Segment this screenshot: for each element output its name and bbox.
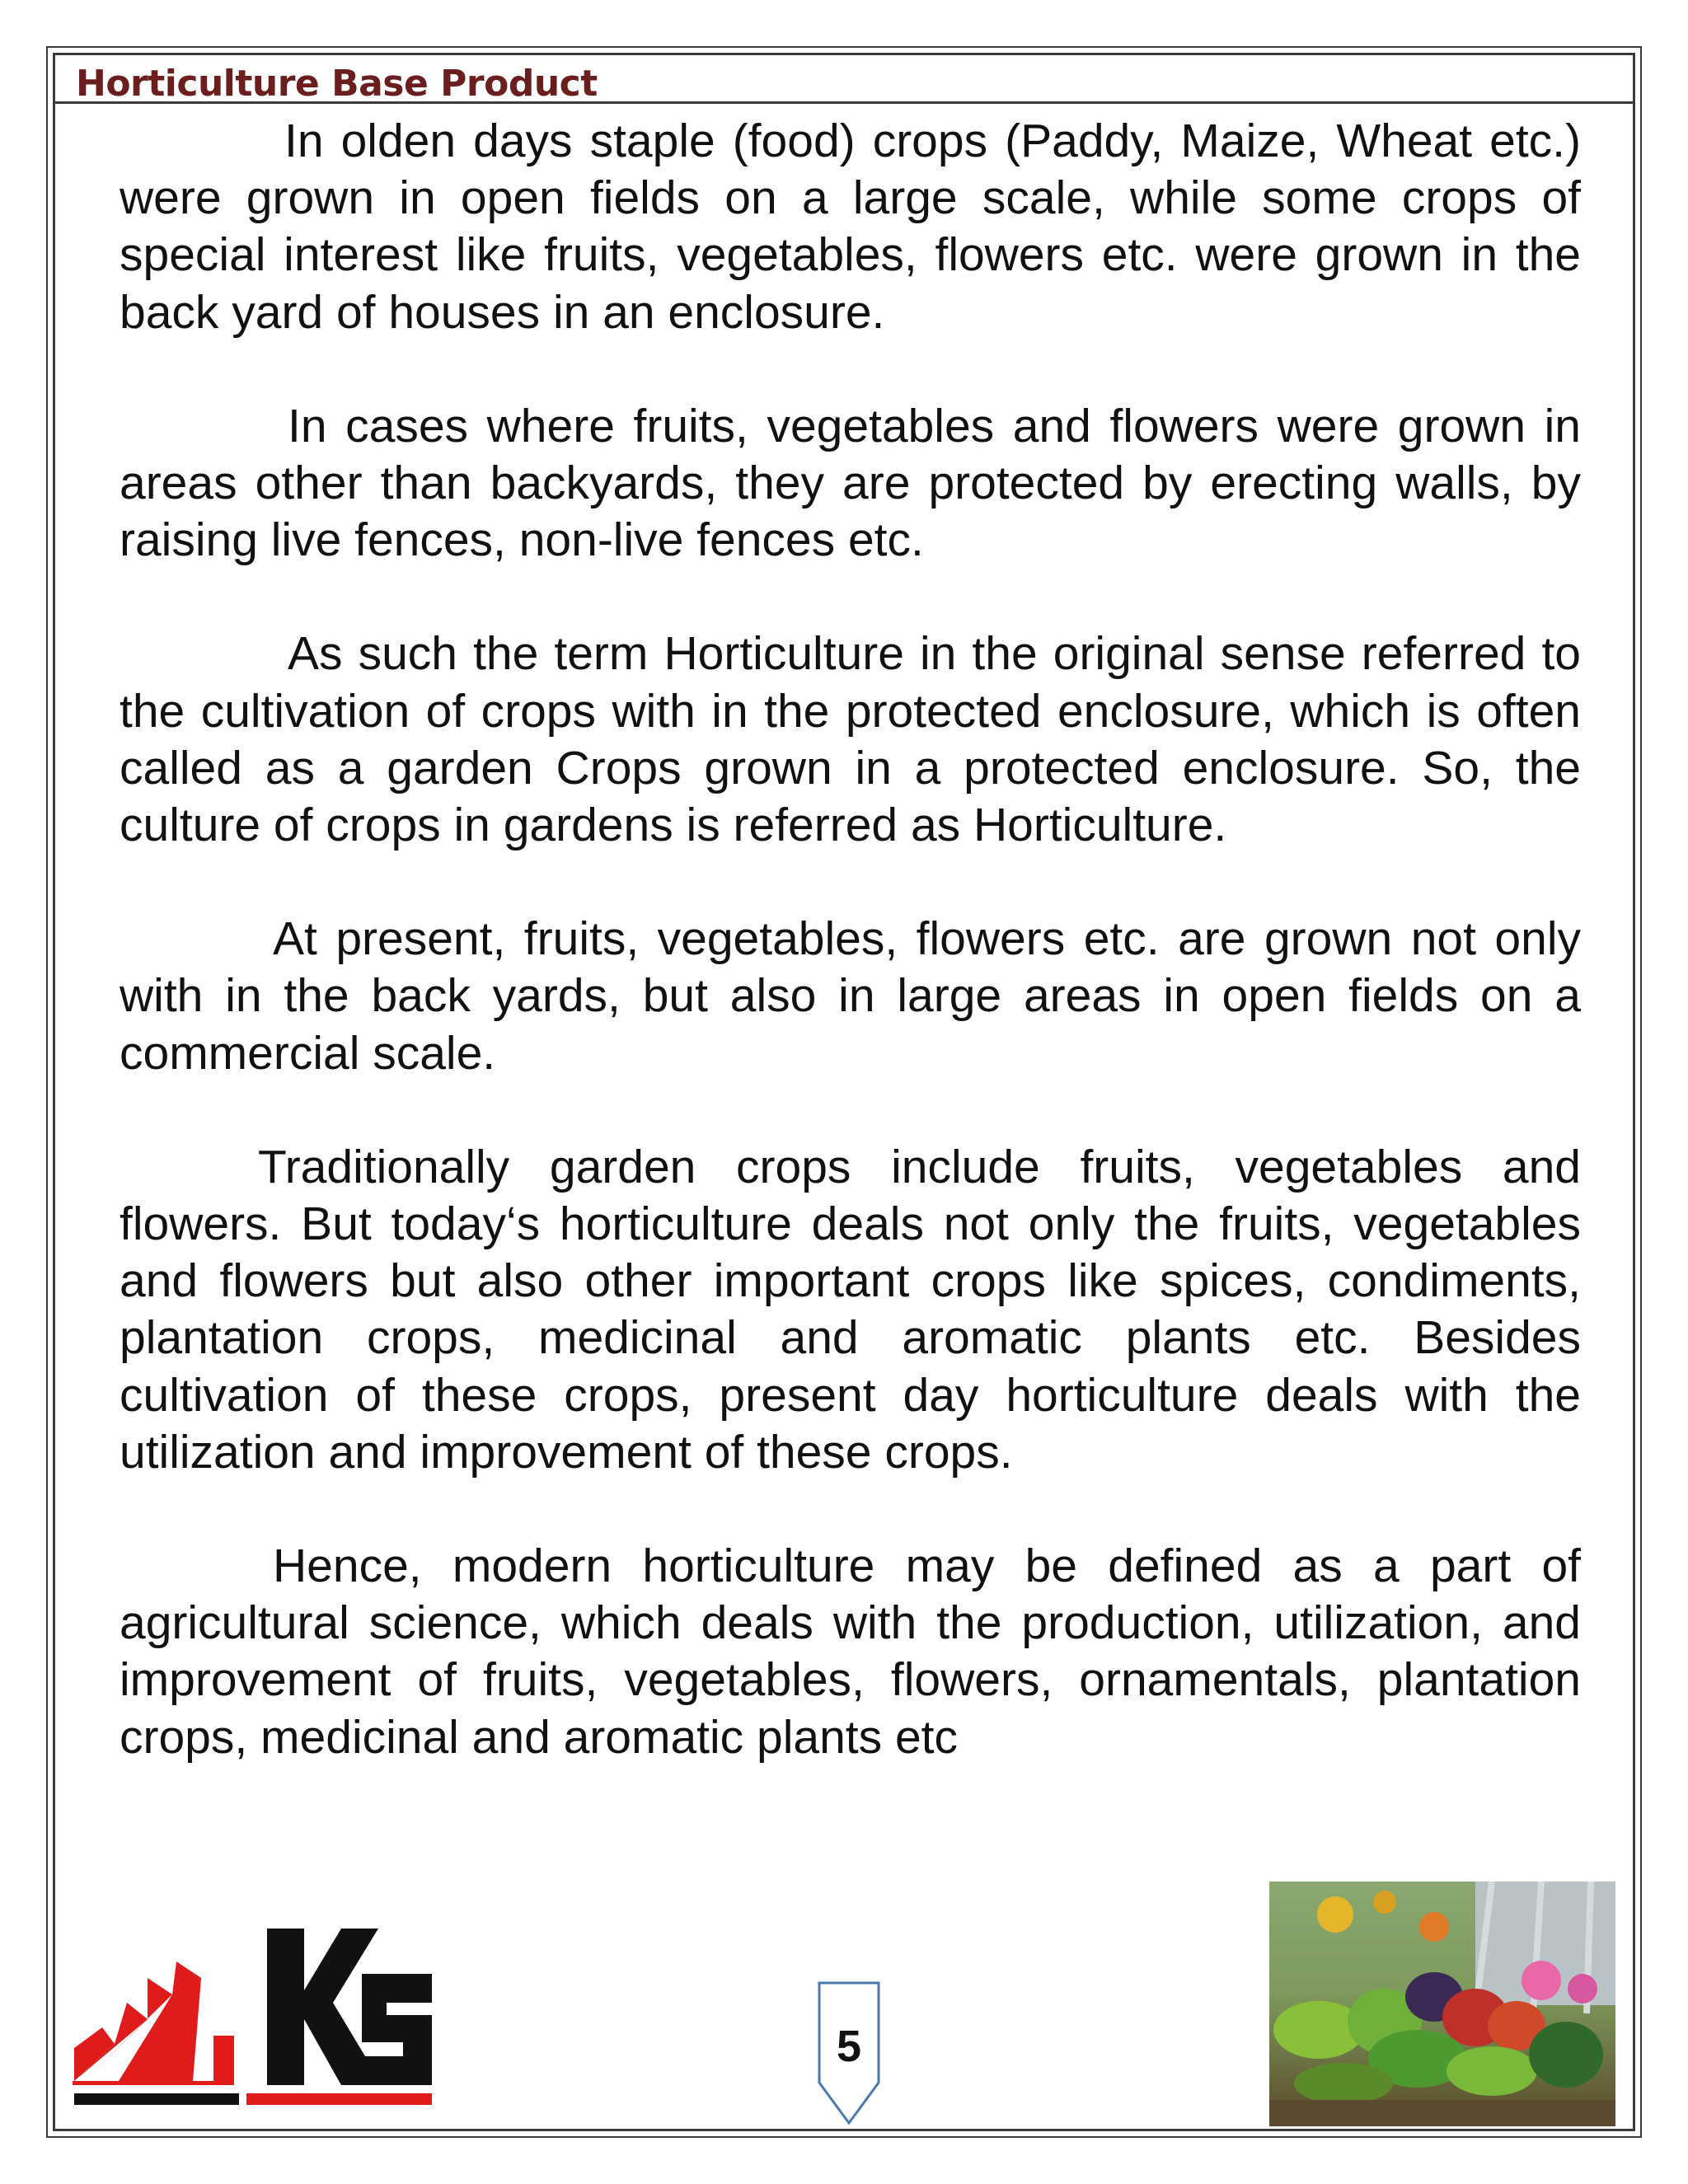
paragraph: In cases where fruits, vegetables and flowers were grown in areas other than backyards, they are protected by erecting walls, by raising live fences, non-live fences etc. bbox=[120, 399, 1581, 567]
vegetables-photo bbox=[1269, 1882, 1615, 2126]
paragraph: Traditionally garden crops include fruits, vegetables and flowers. But today‘s horticulture deals not only the fruits, vegetables and flowers but also other important crops like spices, condiments, plantation crops, medicinal and aromatic plants etc. Besides cultivation of these crops, present day horticulture deals with the utilization and improvement of these crops. bbox=[120, 1140, 1581, 1479]
body-content bbox=[120, 113, 1581, 1766]
page-header-title: Horticulture Base Product bbox=[76, 63, 598, 105]
paragraph: At present, fruits, vegetables, flowers etc. are grown not only with in the back yards, but also in large areas in open fields on a commercial scale. bbox=[120, 912, 1581, 1080]
page-number: 5 bbox=[836, 2022, 862, 2071]
paragraph: As such the term Horticulture in the original sense referred to the cultivation of crops with in the protected enclosure, which is often called as a garden Crops grown in a protected enclosure. So, the culture of crops in gardens is referred as Horticulture. bbox=[120, 627, 1581, 852]
header-divider bbox=[53, 101, 1635, 104]
paragraph: In olden days staple (food) crops (Paddy, Maize, Wheat etc.) were grown in open fields on a large scale, while some crops of special interest like fruits, vegetables, flowers etc. were grown in the back yard of houses in an enclosure. bbox=[120, 115, 1581, 339]
paragraph: Hence, modern horticulture may be defined as a part of agricultural science, which deals with the production, utilization, and improvement of fruits, vegetables, flowers, ornamentals, plantation crops, medicinal and aromatic plants etc bbox=[120, 1540, 1581, 1764]
ks-logo-icon bbox=[69, 1912, 440, 2122]
